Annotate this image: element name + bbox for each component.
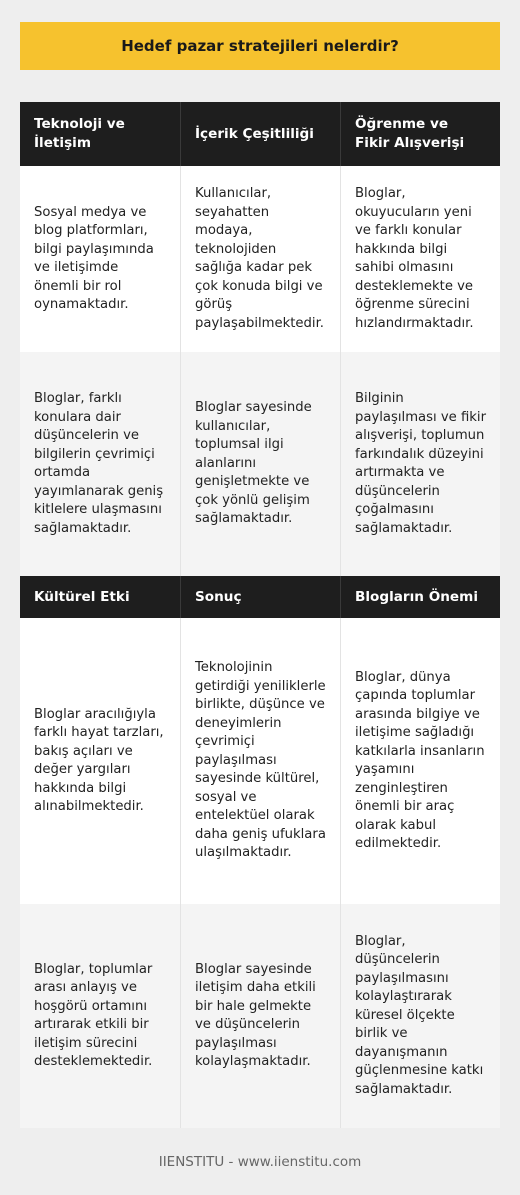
table-row: [20, 352, 500, 576]
table-row: [20, 618, 500, 904]
table-cell: Bilginin paylaşılması ve fikir alışverişi, toplumun farkındalık düzeyini artırmakta ve düşüncelerin çoğalmasını sağlamaktadır.: [340, 352, 500, 576]
table-cell: Sosyal medya ve blog platformları, bilgi paylaşımında ve iletişimde önemli bir rol oynamaktadır.: [20, 166, 180, 352]
table-cell: Teknolojinin getirdiği yeniliklerle birlikte, düşünce ve deneyimlerin çevrimiçi paylaşılması sayesinde kültürel, sosyal ve entelektüel olarak daha geniş ufuklara ulaşılmaktadır.: [180, 618, 340, 904]
table-header-row: [20, 102, 500, 166]
table-cell: Bloglar, okuyucuların yeni ve farklı konular hakkında bilgi sahibi olmasını desteklemekte ve öğrenme sürecini hızlandırmaktadır.: [340, 166, 500, 352]
table-cell: Bloglar, farklı konulara dair düşüncelerin ve bilgilerin çevrimiçi ortamda yayımlanarak geniş kitlelere ulaşmasını sağlamaktadır.: [20, 352, 180, 576]
header-cell: Öğrenme ve Fikir Alışverişi: [340, 102, 500, 166]
title-banner: [20, 22, 500, 70]
table-cell: Bloglar, toplumlar arası anlayış ve hoşgörü ortamını artırarak etkili bir iletişim sürecini desteklemektedir.: [20, 904, 180, 1128]
table-row: [20, 166, 500, 352]
table-cell: Bloglar aracılığıyla farklı hayat tarzları, bakış açıları ve değer yargıları hakkında bilgi alınabilmektedir.: [20, 618, 180, 904]
page-title: Hedef pazar stratejileri nelerdir?: [121, 37, 399, 55]
table-cell: Bloglar sayesinde iletişim daha etkili bir hale gelmekte ve düşüncelerin paylaşılması kolaylaşmaktadır.: [180, 904, 340, 1128]
table-cell: Bloglar, dünya çapında toplumlar arasında bilgiye ve iletişime sağladığı katkılarla insanların yaşamını zenginleştiren önemli bir araç olarak kabul edilmektedir.: [340, 618, 500, 904]
header-cell: Teknoloji ve İletişim: [20, 102, 180, 166]
header-cell: Blogların Önemi: [340, 576, 500, 618]
table-cell: Kullanıcılar, seyahatten modaya, teknolojiden sağlığa kadar pek çok konuda bilgi ve görüş paylaşabilmektedir.: [180, 166, 340, 352]
table-row: [20, 904, 500, 1128]
header-cell: Sonuç: [180, 576, 340, 618]
header-cell: Kültürel Etki: [20, 576, 180, 618]
info-table: [20, 102, 500, 1128]
footer-credit: IIENSTITU - www.iienstitu.com: [158, 1154, 362, 1170]
header-cell: İçerik Çeşitliliği: [180, 102, 340, 166]
table-cell: Bloglar sayesinde kullanıcılar, toplumsal ilgi alanlarını genişletmekte ve çok yönlü gelişim sağlamaktadır.: [180, 352, 340, 576]
table-header-row: [20, 576, 500, 618]
table-cell: Bloglar, düşüncelerin paylaşılmasını kolaylaştırarak küresel ölçekte birlik ve dayanışmanın güçlenmesine katkı sağlamaktadır.: [340, 904, 500, 1128]
